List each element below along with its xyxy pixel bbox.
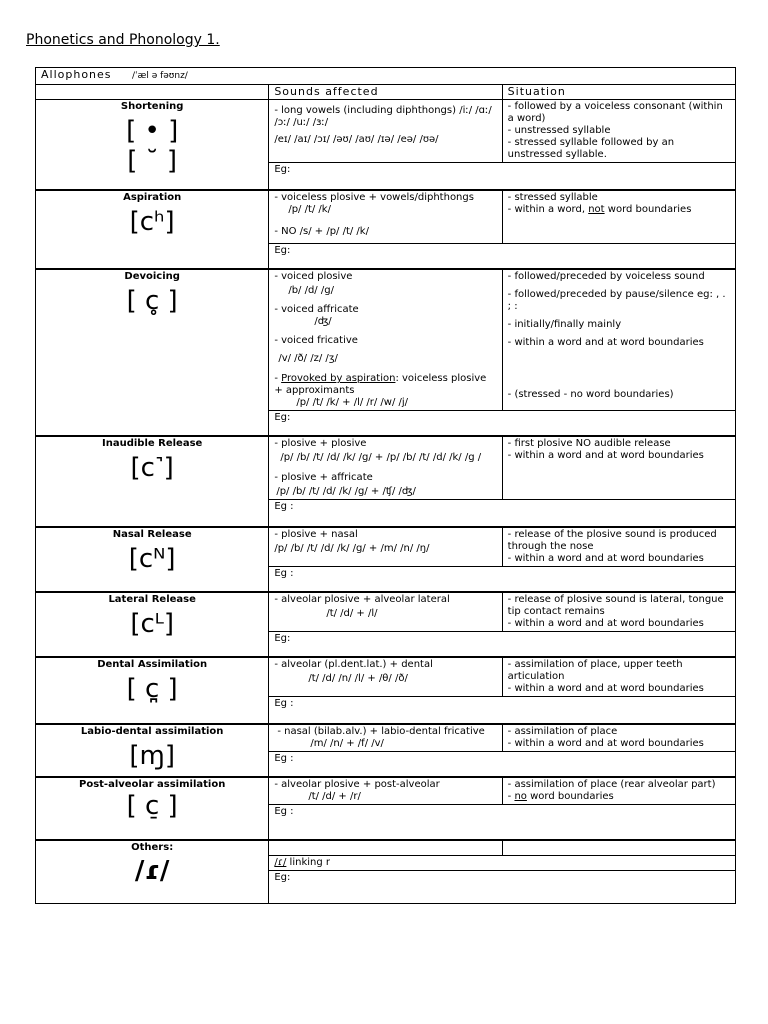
devoicing-situation-1: - followed/preceded by voiceless sound [507,271,705,282]
postalveolar-sounds-1: - alveolar plosive + post-alveolar [274,779,440,790]
labiodental-sounds-2: /m/ /n/ + /f/ /v/ [310,738,384,749]
dental-symbol: [ c̪ ] [126,674,178,704]
inaudible-symbol: [c˺] [130,453,174,483]
nasal-situation-2: - within a word and at word boundaries [507,553,704,564]
aspiration-eg: Eg: [269,244,736,270]
shortening-situation: - followed by a voiceless consonant (within a word) [507,101,723,124]
devoicing-situation-5: - (stressed - no word boundaries) [507,389,674,400]
devoicing-symbol: [ c̥ ] [126,286,178,316]
others-label-row [36,840,736,855]
inaudible-situation-1: - first plosive NO audible release [507,438,671,449]
situation-heading: Situation [502,85,735,100]
labiodental-eg: Eg : [269,752,736,778]
labiodental-symbol: [ɱ] [129,741,175,771]
dental-row [36,657,736,697]
inaudible-sounds-4: /p/ /b/ /t/ /d/ /k/ /g/ + /ʧ/ /ʤ/ [276,486,416,497]
lateral-eg: Eg: [269,632,736,658]
postalveolar-situation-2: - no word boundaries [507,791,614,802]
devoicing-sounds-4: /ʤ/ [314,316,332,327]
labiodental-situation-1: - assimilation of place [507,726,618,737]
postalveolar-label: Post-alveolar assimilation [79,779,226,790]
devoicing-row [36,269,736,411]
others-symbol: /ɾ/ [134,856,170,886]
postalveolar-symbol: [ c̠ ] [126,791,178,821]
dental-label: Dental Assimilation [97,659,208,670]
postalveolar-eg: Eg : [269,805,736,841]
devoicing-sounds-3: - voiced affricate [274,304,359,315]
shortening-sounds-2: /eɪ/ /aɪ/ /ɔɪ/ /əʊ/ /aʊ/ /ɪə/ /eə/ /ʊə/ [274,134,439,145]
others-row [36,855,736,870]
devoicing-situation-2: - followed/preceded by pause/silence eg: , . ; : [507,289,726,312]
devoicing-situation-4: - within a word and at word boundaries [507,337,704,348]
devoicing-sounds-6: /v/ /ð/ /z/ /ʒ/ [278,353,338,364]
lateral-sounds-1: - alveolar plosive + alveolar lateral [274,594,450,605]
nasal-situation-1: - release of the plosive sound is produced through the nose [507,529,717,552]
shortening-row [36,100,736,163]
devoicing-eg: Eg: [269,411,736,437]
shortening-symbol-2: [ ˘ ] [127,146,178,176]
lateral-label: Lateral Release [108,594,196,605]
lateral-row [36,592,736,632]
sounds-affected-heading: Sounds affected [269,85,502,100]
aspiration-sounds: - voiceless plosive + vowels/diphthongs [274,192,474,203]
aspiration-sounds-3: - NO /s/ + /p/ /t/ /k/ [274,226,369,237]
dental-situation-1: - assimilation of place, upper teeth articulation [507,659,683,682]
lateral-sounds-2: /t/ /d/ + /l/ [326,608,378,619]
allophones-heading: Allophones [41,68,112,81]
nasal-sounds-2: /p/ /b/ /t/ /d/ /k/ /g/ + /m/ /n/ /ŋ/ [274,543,430,554]
dental-situation-2: - within a word and at word boundaries [507,683,704,694]
devoicing-label: Devoicing [124,271,180,282]
devoicing-sounds-8: /p/ /t/ /k/ + /l/ /r/ /w/ /j/ [296,397,409,408]
nasal-row [36,527,736,567]
labiodental-situation-2: - within a word and at word boundaries [507,738,704,749]
inaudible-sounds-1: - plosive + plosive [274,438,367,449]
shortening-symbol: [ • ] [126,116,179,146]
aspiration-sounds-2: /p/ /t/ /k/ [288,204,331,215]
postalveolar-sounds-2: /t/ /d/ + /r/ [308,791,361,802]
page-title: Phonetics and Phonology 1. [26,32,220,48]
inaudible-eg: Eg : [269,500,736,528]
postalveolar-situation-1: - assimilation of place (rear alveolar part) [507,779,716,790]
lateral-situation-2: - within a word and at word boundaries [507,618,704,629]
inaudible-label: Inaudible Release [102,438,203,449]
labiodental-sounds-1: - nasal (bilab.alv.) + labio-dental fricative [277,726,485,737]
aspiration-symbol: [cʰ] [129,207,175,237]
nasal-symbol: [cᴺ] [128,544,176,574]
labiodental-label: Labio-dental assimilation [80,726,224,737]
lateral-situation-1: - release of plosive sound is lateral, tongue tip contact remains [507,594,724,617]
aspiration-situation: - stressed syllable [507,192,598,203]
allophones-ipa: /ˈæl ə fəʊnz/ [132,71,188,81]
devoicing-sounds-7: - Provoked by aspiration: voiceless plosive + approximants [274,373,487,396]
dental-eg: Eg : [269,697,736,725]
lateral-symbol: [cᴸ] [130,609,175,639]
nasal-sounds-1: - plosive + nasal [274,529,358,540]
devoicing-sounds-1: - voiced plosive [274,271,353,282]
allophones-table [35,67,736,904]
inaudible-row [36,436,736,500]
inaudible-situation-2: - within a word and at word boundaries [507,450,704,461]
devoicing-situation-3: - initially/finally mainly [507,319,622,330]
devoicing-sounds-2: /b/ /d/ /g/ [288,285,334,296]
shortening-label: Shortening [120,101,184,112]
labiodental-row [36,724,736,752]
inaudible-sounds-2: /p/ /b/ /t/ /d/ /k/ /g/ + /p/ /b/ /t/ /d/ /k/ /g / [280,452,482,463]
column-header-row [36,85,736,100]
others-sounds: /ɾ/ linking r [269,855,736,870]
others-eg: Eg: [269,870,736,903]
aspiration-situation-2: - within a word, not word boundaries [507,204,692,215]
inaudible-sounds-3: - plosive + affricate [274,472,373,483]
aspiration-label: Aspiration [123,192,182,203]
devoicing-sounds-5: - voiced fricative [274,335,358,346]
nasal-eg: Eg : [269,567,736,593]
nasal-label: Nasal Release [112,529,192,540]
aspiration-row [36,190,736,244]
others-label: Others: [36,840,269,855]
shortening-situation-2: - unstressed syllable [507,125,611,136]
dental-sounds-1: - alveolar (pl.dent.lat.) + dental [274,659,433,670]
shortening-situation-3: - stressed syllable followed by an unstressed syllable. [507,137,675,160]
postalveolar-row [36,777,736,805]
header-row [36,68,736,85]
shortening-sounds: - long vowels (including diphthongs) /iː/ /ɑː/ /ɔː/ /uː/ /ɜː/ [274,105,492,128]
dental-sounds-2: /t/ /d/ /n/ /l/ + /θ/ /ð/ [308,673,408,684]
shortening-eg: Eg: [269,163,736,191]
